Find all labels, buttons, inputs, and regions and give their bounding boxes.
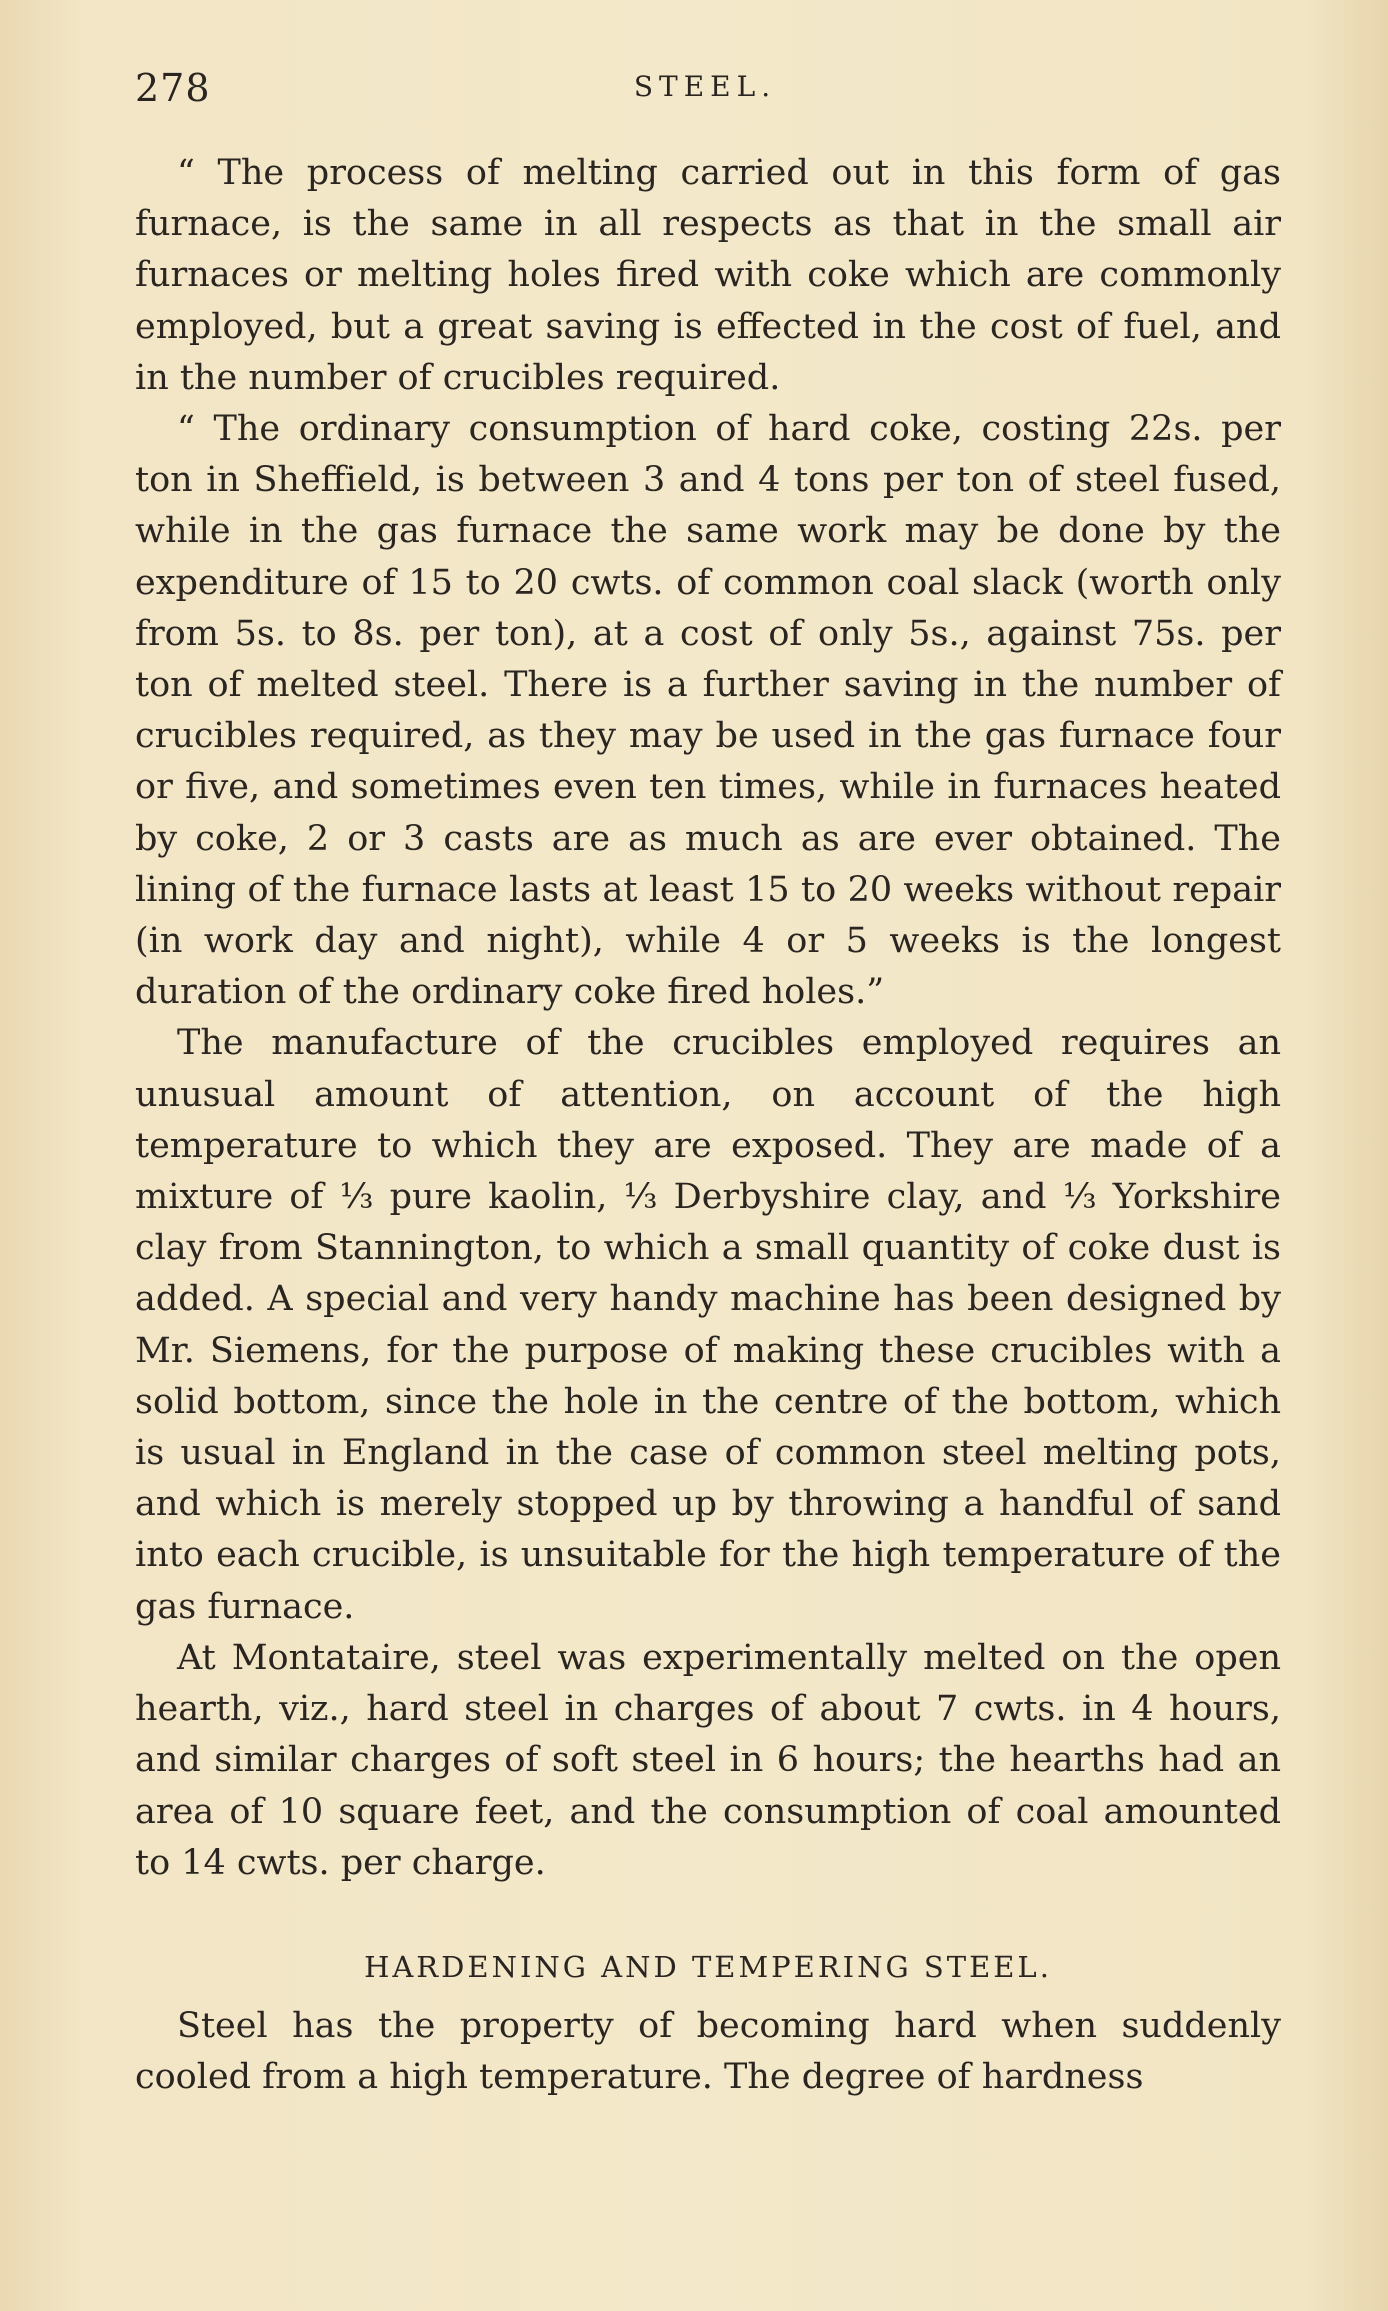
running-head: STEEL. (633, 70, 777, 103)
paragraph-coke-consumption: “ The ordinary consumption of hard coke, costing 22s. per ton in Sheffield, is between 3 and 4 tons per ton of steel fused, while in the gas furnace the same work may be done by the expenditure of 15 to 20 cwts. of common coal slack (worth only from 5s. to 8s. per ton), at a cost of only 5s., against 75s. per ton of melted steel. There is a further saving in the number of crucibles required, as they may be used in the gas furnace four or five, and sometimes even ten times, while in furnaces heated by coke, 2 or 3 casts are as much as are ever obtained. The lining of the furnace lasts at least 15 to 20 weeks without repair (in work day and night), while 4 or 5 weeks is the longest duration of the ordinary coke fired holes.” (135, 409, 1281, 1013)
section-heading: HARDENING AND TEMPERING STEEL. (364, 1949, 1052, 1984)
paragraph-crucible-manufacture: The manufacture of the crucibles employed requires an unusual amount of attention, on account of the high temperature to which they are exposed. They are made of a mixture of ⅓ pure kaolin, ⅓ Derbyshire clay, and ⅓ Yorkshire clay from Stannington, to which a small quantity of coke dust is added. A special and very handy machine has been designed by Mr. Siemens, for the purpose of making these crucibles with a solid bottom, since the hole in the centre of the bottom, which is usual in England in the case of common steel melting pots, and which is merely stopped up by throwing a handful of sand into each crucible, is unsuitable for the high temperature of the gas furnace. (135, 1023, 1281, 1627)
page-header (135, 66, 1275, 126)
paragraph-gas-furnace-process: “ The process of melting carried out in this form of gas furnace, is the same in all respects as that in the small air furnaces or melting holes fired with coke which are commonly employed, but a great saving is effected in the cost of fuel, and in the number of crucibles required. (135, 153, 1281, 398)
paragraph-montataire: At Montataire, steel was experimentally melted on the open hearth, viz., hard steel in charges of about 7 cwts. in 4 hours, and similar charges of soft steel in 6 hours; the hearths had an area of 10 square feet, and the consumption of coal amounted to 14 cwts. per charge. (135, 1637, 1281, 1883)
page-number: 278 (135, 66, 211, 110)
paragraph-hardening: Steel has the property of becoming hard when suddenly cooled from a high temperature. The degree of hardness (135, 2005, 1281, 2098)
body-text (135, 148, 1281, 2103)
